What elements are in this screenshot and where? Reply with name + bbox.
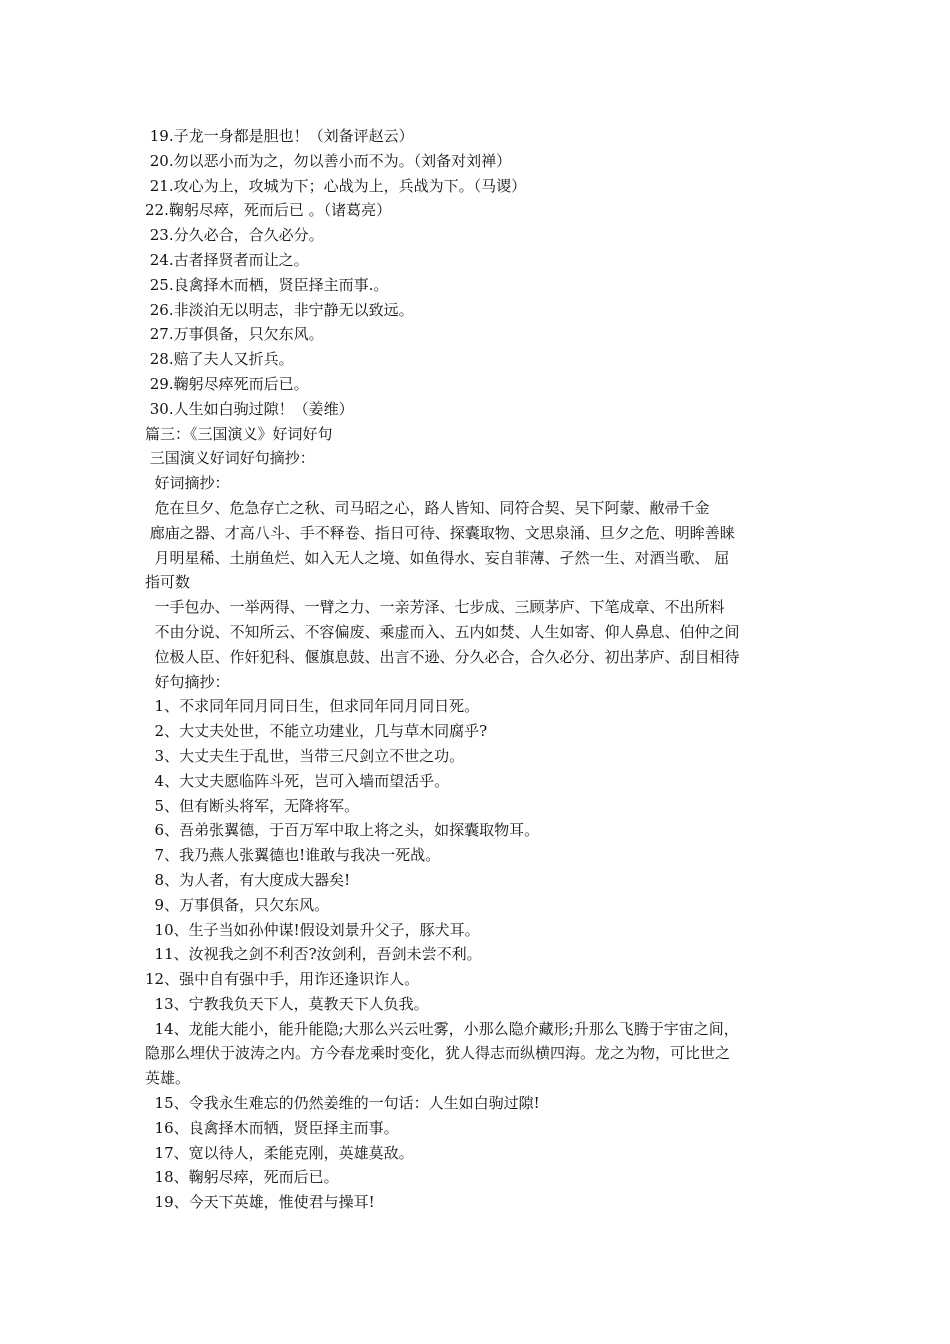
- text-line: 29.鞠躬尽瘁死而后已。: [145, 374, 309, 393]
- text-line: 10、生子当如孙仲谋!假设刘景升父子，豚犬耳。: [145, 920, 480, 939]
- text-line: 好词摘抄：: [145, 474, 230, 493]
- text-line: 11、汝视我之剑不利否?汝剑利，吾剑未尝不利。: [145, 945, 482, 964]
- text-line: 15、令我永生难忘的仍然姜维的一句话：人生如白驹过隙!: [145, 1094, 540, 1113]
- text-line: 12、强中自有强中手，用诈还逢识诈人。: [145, 970, 420, 989]
- text-line: 三国演义好词好句摘抄：: [145, 449, 315, 468]
- text-line: 危在旦夕、危急存亡之秋、司马昭之心，路人皆知、同符合契、吴下阿蒙、敝帚千金: [145, 498, 710, 517]
- text-line: 篇三：《三国演义》好词好句: [145, 424, 333, 443]
- text-line: 一手包办、一举两得、一臂之力、一亲芳泽、七步成、三顾茅庐、下笔成章、不出所料: [145, 598, 725, 617]
- text-line: 22.鞠躬尽瘁，死而后已 。（诸葛亮）: [145, 201, 392, 220]
- text-line: 19.子龙一身都是胆也！（刘备评赵云）: [145, 127, 414, 145]
- text-line: 好句摘抄：: [145, 672, 230, 691]
- text-line: 指可数: [145, 573, 191, 592]
- text-line: 27.万事俱备，只欠东风。: [145, 325, 324, 344]
- text-line: 9、万事俱备，只欠东风。: [145, 895, 330, 914]
- text-line: 26.非淡泊无以明志，非宁静无以致远。: [145, 300, 414, 319]
- text-line: 位极人臣、作奸犯科、偃旗息鼓、出言不逊、分久必合，合久必分、初出茅庐、刮目相待: [145, 647, 740, 666]
- text-line: 16、良禽择木而牺，贤臣择主而事。: [145, 1118, 399, 1137]
- text-line: 21.攻心为上，攻城为下；心战为上，兵战为下。（马谡）: [145, 176, 527, 195]
- text-line: 6、吾弟张翼德，于百万军中取上将之头，如探囊取物耳。: [145, 821, 540, 840]
- text-line: 隐那么埋伏于波涛之内。方今春龙乘时变化，犹人得志而纵横四海。龙之为物，可比世之: [145, 1044, 731, 1063]
- text-line: 2、大丈夫处世，不能立功建业，几与草木同腐乎?: [145, 722, 488, 741]
- text-line: 28.赔了夫人又折兵。: [145, 350, 294, 369]
- text-line: 25.良禽择木而栖，贤臣择主而事.。: [145, 275, 389, 294]
- text-line: 13、宁教我负天下人，莫教天下人负我。: [145, 994, 429, 1013]
- text-line: 7、我乃燕人张翼德也!谁敢与我决一死战。: [145, 846, 441, 865]
- text-line: 14、龙能大能小，能升能隐;大那么兴云吐雾，小那么隐介藏形;升那么飞腾于宇宙之间，: [145, 1019, 739, 1038]
- text-line: 5、但有断头将军，无降将军。: [145, 796, 360, 815]
- text-line: 不由分说、不知所云、不容偏废、乘虚而入、五内如焚、人生如寄、仰人鼻息、伯仲之间: [145, 622, 740, 641]
- text-line: 19、今天下英雄，惟使君与操耳!: [145, 1193, 375, 1212]
- text-line: 8、为人者，有大度成大器矣!: [145, 870, 351, 889]
- text-line: 23.分久必合，合久必分。: [145, 226, 324, 245]
- text-line: 廊庙之器、才高八斗、手不释卷、指日可待、探囊取物、文思泉涌、旦夕之危、明眸善睐: [145, 523, 735, 542]
- text-line: 18、鞠躬尽瘁，死而后已。: [145, 1168, 339, 1187]
- text-line: 4、大丈夫愿临阵斗死，岂可入墙而望活乎。: [145, 771, 450, 790]
- text-line: 30.人生如白驹过隙！（姜维）: [145, 399, 354, 418]
- text-line: 英雄。: [145, 1069, 191, 1088]
- text-line: 3、大丈夫生于乱世，当带三尺剑立不世之功。: [145, 746, 465, 765]
- text-line: 24.古者择贤者而让之。: [145, 250, 309, 269]
- text-line: 17、宽以待人，柔能克刚，英雄莫敌。: [145, 1143, 414, 1162]
- text-line: 月明星稀、土崩鱼烂、如入无人之境、如鱼得水、妄自菲薄、孑然一生、对酒当歌、 屈: [145, 548, 730, 567]
- document-body: [145, 124, 815, 1215]
- text-line: 20.勿以恶小而为之，勿以善小而不为。（刘备对刘禅）: [145, 151, 512, 170]
- text-line: 1、不求同年同月同日生，但求同年同月同日死。: [145, 697, 480, 716]
